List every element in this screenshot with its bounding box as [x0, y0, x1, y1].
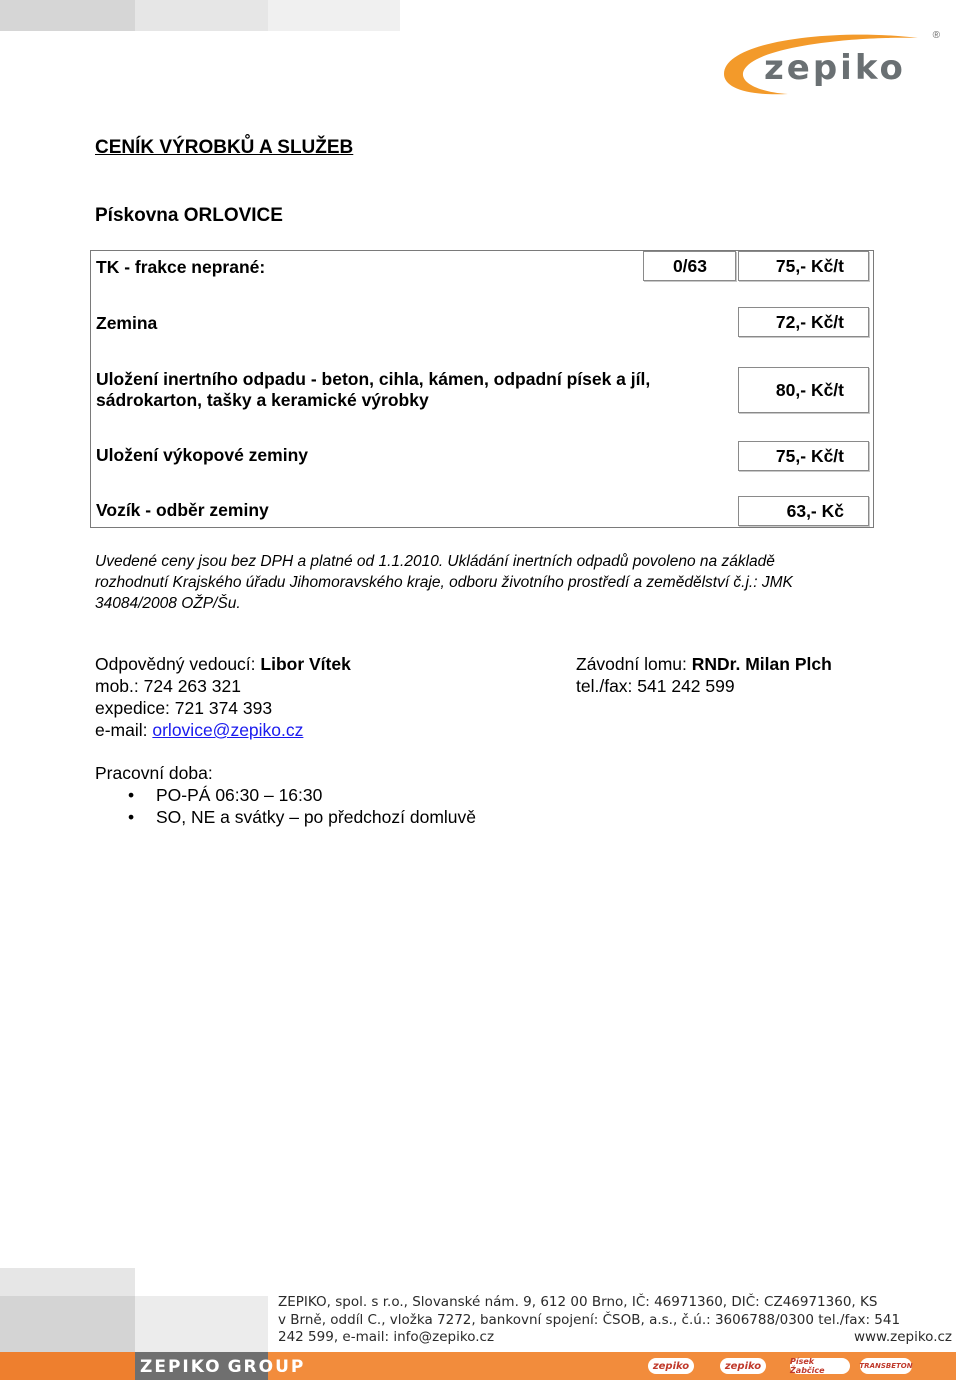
hours-item-text: PO-PÁ 06:30 – 16:30 — [156, 785, 323, 805]
row-label-line: sádrokarton, tašky a keramické výrobky — [96, 390, 429, 410]
quarry-head-label: Závodní lomu: — [576, 654, 692, 674]
dispatch-phone: expedice: 721 374 393 — [95, 698, 273, 718]
footer-line — [278, 1329, 952, 1347]
footer-block — [0, 1352, 135, 1380]
row-label: Zemina — [96, 313, 158, 333]
price-cell: 75,- Kč/t — [738, 441, 869, 471]
list-item — [95, 784, 476, 806]
note-line: 34084/2008 OŽP/Šu. — [95, 595, 241, 612]
price-cell: 75,- Kč/t — [738, 251, 869, 281]
hours-list — [95, 784, 476, 828]
row-label: Vozík - odběr zeminy — [96, 500, 269, 520]
fraction-cell: 0/63 — [643, 251, 736, 281]
brand-logo: zepiko — [648, 1358, 694, 1374]
email-link[interactable]: orlovice@zepiko.cz — [152, 720, 304, 740]
page-subtitle: Pískovna ORLOVICE — [95, 205, 283, 226]
brand-logo: zepiko — [720, 1358, 766, 1374]
mobile-phone: mob.: 724 263 321 — [95, 676, 241, 696]
note-line: rozhodnutí Krajského úřadu Jihomoravského kraje, odboru životního prostředí a zemědělství č.j.: JMK — [95, 574, 793, 591]
company-logo — [718, 30, 940, 100]
bullet-icon: • — [128, 807, 135, 827]
footer-email: 242 599, e-mail: info@zepiko.cz — [278, 1329, 495, 1345]
footer-block — [0, 1268, 135, 1296]
group-logo-b: GROUP — [227, 1357, 306, 1377]
manager-label: Odpovědný vedoucí: — [95, 654, 261, 674]
footer-block — [0, 1296, 135, 1352]
hours-title: Pracovní doba: — [95, 763, 213, 783]
footer-website[interactable]: www.zepiko.cz — [853, 1329, 952, 1345]
manager-name: Libor Vítek — [260, 654, 351, 674]
group-logo — [140, 1355, 305, 1379]
brand-logo: TRANSBETON — [860, 1358, 912, 1374]
row-label: Uložení výkopové zeminy — [96, 445, 309, 465]
email-line — [95, 719, 351, 741]
manager-line — [95, 653, 351, 675]
footer-line: v Brně, oddíl C., vložka 7272, bankovní spojení: ČSOB, a.s., č.ú.: 3606788/0300 tel./fax: 541 — [278, 1311, 901, 1328]
header-bar-segment — [268, 0, 400, 31]
quarry-head-line — [576, 653, 832, 675]
price-cell: 72,- Kč/t — [738, 307, 869, 337]
price-note — [95, 551, 885, 614]
row-label-line: Uložení inertního odpadu - beton, cihla, kámen, odpadní písek a jíl, — [96, 369, 651, 389]
note-line: Uvedené ceny jsou bez DPH a platné od 1.1.2010. Ukládání inertních odpadů povoleno na základě — [95, 553, 775, 570]
list-item — [95, 806, 476, 828]
footer-company-info — [278, 1294, 952, 1347]
header-bar-segment — [135, 0, 268, 31]
header-bar-segment — [0, 0, 135, 31]
footer-band — [268, 1352, 956, 1380]
row-label: TK - frakce neprané: — [96, 257, 266, 277]
email-label: e-mail: — [95, 720, 153, 740]
logo-wordmark: zepiko — [764, 48, 906, 88]
hours-item-text: SO, NE a svátky – po předchozí domluvě — [156, 807, 477, 827]
price-cell: 80,- Kč/t — [738, 367, 869, 413]
registered-mark: ® — [932, 30, 940, 41]
bullet-icon: • — [128, 785, 135, 805]
row-label — [96, 369, 650, 411]
footer-line: ZEPIKO, spol. s r.o., Slovanské nám. 9, 612 00 Brno, IČ: 46971360, DIČ: CZ46971360, KS — [278, 1294, 878, 1310]
footer-block — [135, 1296, 268, 1352]
contact-left — [95, 653, 351, 741]
price-cell: 63,- Kč — [738, 496, 869, 526]
telfax: tel./fax: 541 242 599 — [576, 676, 735, 696]
page-title: CENÍK VÝROBKŮ A SLUŽEB — [95, 137, 354, 158]
price-table — [90, 250, 874, 528]
contact-right — [576, 653, 832, 697]
group-logo-a: ZEPIKO — [140, 1357, 222, 1377]
brand-logo: Písek Žabčice — [790, 1358, 850, 1374]
quarry-head-name: RNDr. Milan Plch — [691, 654, 832, 674]
